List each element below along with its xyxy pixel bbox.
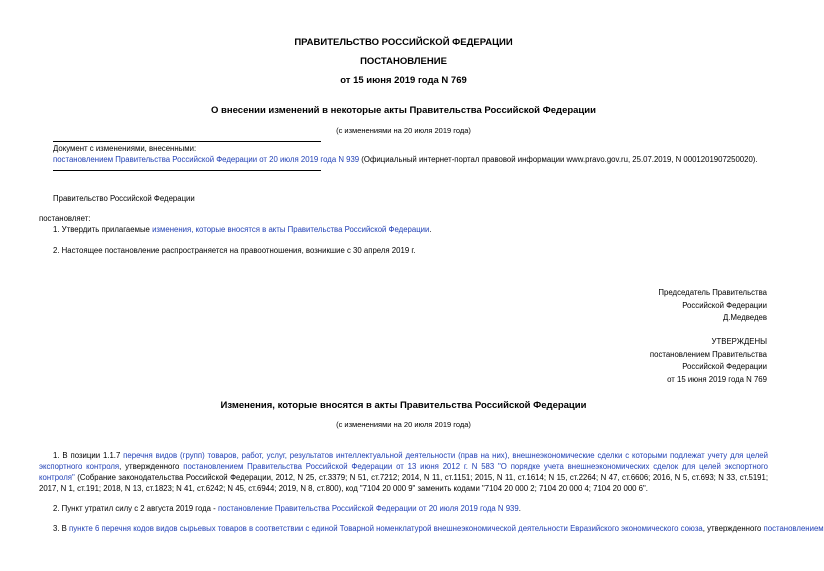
changes-source: (Официальный интернет-портал правовой информации www.pravo.gov.ru, 25.07.2019, N 0001201907250020).: [359, 155, 758, 164]
signature-name: Д.Медведев: [723, 313, 767, 322]
resolution-583-link[interactable]: постановлением Правительства Российской Федерации от 13 июня 2012 г. N 583 "О порядке учета внешнеэкономических сделок для целей экспортного контроля": [39, 462, 768, 482]
changes-link[interactable]: изменения, которые вносятся в акты Правительства Российской Федерации: [152, 225, 430, 234]
annex-item-2: [53, 503, 521, 514]
resolution-link[interactable]: постановлением: [763, 524, 824, 533]
annex-item-3: [53, 523, 824, 534]
approved-country: Российской Федерации: [682, 362, 767, 371]
export-control-list-link[interactable]: перечня видов (групп) товаров, работ, услуг, результатов интеллектуальной деятельности (прав на них), внешнеэкономические сделки с которыми подлежат учету для целей экспортного контроля: [39, 451, 768, 471]
annex-edition: (с изменениями на 20 июля 2019 года): [336, 420, 471, 429]
signature-position: Председатель Правительства: [658, 288, 767, 297]
resolution-939-link[interactable]: постановление Правительства Российской Федерации от 20 июля 2019 года N 939: [217, 504, 519, 513]
decrees-label: постановляет:: [39, 214, 91, 223]
approved-heading: УТВЕРЖДЕНЫ: [711, 337, 767, 346]
government-name: Правительство Российской Федерации: [53, 194, 195, 203]
signature-country: Российской Федерации: [682, 300, 767, 310]
changes-intro: Документ с изменениями, внесенными:: [53, 144, 197, 153]
annex-item-1-start: 1. В позиции 1.1.7: [53, 451, 124, 460]
paragraph-1-end: .: [429, 225, 432, 234]
paragraph-2: 2. Настоящее постановление распространяется на правоотношения, возникшие с 30 апреля 2019 г.: [53, 246, 416, 255]
annex-item-2-end: .: [518, 504, 521, 513]
annex-item-1: [39, 450, 768, 494]
government-heading: ПРАВИТЕЛЬСТВО РОССИЙСКОЙ ФЕДЕРАЦИИ: [294, 37, 513, 48]
edition-note: (с изменениями на 20 июля 2019 года): [336, 126, 471, 135]
divider-top: [53, 141, 321, 142]
annex-item-2-start: 2. Пункт утратил силу с 2 августа 2019 года -: [53, 504, 218, 513]
approved-block: [650, 336, 767, 386]
document-date: от 15 июня 2019 года N 769: [340, 75, 467, 86]
changes-line: [53, 154, 758, 165]
paragraph-1-text: 1. Утвердить прилагаемые: [53, 225, 153, 234]
annex-item-1-end: (Собрание законодательства Российской Федерации, 2012, N 25, ст.3379; N 51, ст.7212; 2014, N 11, ст.1151; 2015, N 11, ст.1614; N 15, ст.2264; N 47, ст.6606; 2016, N 5, ст.693; N 33, ст.5191; 2017, N 1, ст.191; 2018, N 13, ст.1823; N 41, ст.6242; N 45, ст.6944; 2019, N 8, ст.800), код "7104 20 000 9" заменить кодами "7104 20 000 2; 7104 20 000 4; 7104 20 000 6".: [39, 473, 768, 493]
approved-date: от 15 июня 2019 года N 769: [667, 374, 767, 384]
signature-block: [658, 287, 767, 325]
annex-item-3-mid: , утвержденного: [702, 524, 764, 533]
document-title: О внесении изменений в некоторые акты Правительства Российской Федерации: [211, 105, 596, 116]
annex-title: Изменения, которые вносятся в акты Правительства Российской Федерации: [220, 400, 587, 411]
paragraph-1: [53, 224, 432, 235]
amendment-link[interactable]: постановлением Правительства Российской Федерации от 20 июля 2019 года N 939: [53, 155, 360, 164]
annex-item-1-mid: , утвержденного: [119, 462, 184, 471]
divider-bottom: [53, 170, 321, 171]
document-type: ПОСТАНОВЛЕНИЕ: [360, 56, 447, 67]
annex-item-3-start: 3. В: [53, 524, 70, 533]
raw-goods-codes-link[interactable]: пункте 6 перечня кодов видов сырьевых товаров в соответствии с единой Товарной номенклатурой внешнеэкономической деятельности Евразийского экономического союза: [69, 524, 703, 533]
approved-by: постановлением Правительства: [649, 349, 767, 359]
